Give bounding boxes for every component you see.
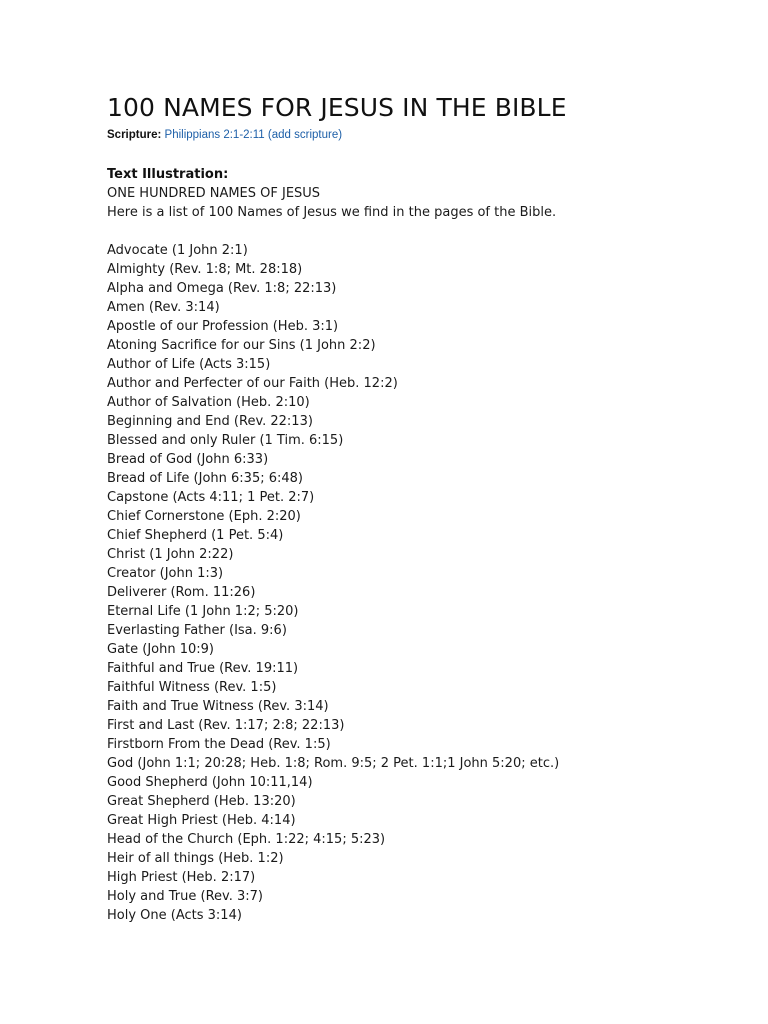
list-item: Great High Priest (Heb. 4:14) — [107, 813, 296, 828]
page-title: 100 NAMES FOR JESUS IN THE BIBLE — [107, 93, 567, 122]
scripture-reference-link[interactable]: Philippians 2:1-2:11 — [164, 129, 265, 141]
list-item: Chief Shepherd (1 Pet. 5:4) — [107, 528, 284, 543]
list-item: Head of the Church (Eph. 1:22; 4:15; 5:23) — [107, 832, 386, 847]
list-item: God (John 1:1; 20:28; Heb. 1:8; Rom. 9:5; 2 Pet. 1:1;1 John 5:20; etc.) — [107, 756, 560, 771]
list-item: Faithful Witness (Rev. 1:5) — [107, 680, 277, 695]
list-item: Chief Cornerstone (Eph. 2:20) — [107, 509, 301, 524]
list-item: Christ (1 John 2:22) — [107, 547, 234, 562]
list-item: Great Shepherd (Heb. 13:20) — [107, 794, 296, 809]
list-item: Holy One (Acts 3:14) — [107, 908, 242, 923]
list-item: Atoning Sacrifice for our Sins (1 John 2:2) — [107, 338, 376, 353]
subheading: ONE HUNDRED NAMES OF JESUS — [107, 186, 321, 201]
list-item: Bread of God (John 6:33) — [107, 452, 269, 467]
scripture-label: Scripture: — [107, 129, 162, 141]
illustration-heading: Text Illustration: — [107, 167, 229, 182]
list-item: Everlasting Father (Isa. 9:6) — [107, 623, 287, 638]
list-item: Firstborn From the Dead (Rev. 1:5) — [107, 737, 331, 752]
list-item: Amen (Rev. 3:14) — [107, 300, 220, 315]
names-list — [107, 241, 748, 925]
intro-paragraph: Here is a list of 100 Names of Jesus we find in the pages of the Bible. — [107, 205, 557, 220]
list-item: Author of Life (Acts 3:15) — [107, 357, 271, 372]
list-item: Apostle of our Profession (Heb. 3:1) — [107, 319, 339, 334]
list-item: Creator (John 1:3) — [107, 566, 224, 581]
list-item: Almighty (Rev. 1:8; Mt. 28:18) — [107, 262, 303, 277]
list-item: Advocate (1 John 2:1) — [107, 243, 248, 258]
list-item: Faithful and True (Rev. 19:11) — [107, 661, 299, 676]
list-item: High Priest (Heb. 2:17) — [107, 870, 256, 885]
list-item: Alpha and Omega (Rev. 1:8; 22:13) — [107, 281, 337, 296]
list-item: Bread of Life (John 6:35; 6:48) — [107, 471, 303, 486]
list-item: Faith and True Witness (Rev. 3:14) — [107, 699, 329, 714]
list-item: Gate (John 10:9) — [107, 642, 215, 657]
list-item: First and Last (Rev. 1:17; 2:8; 22:13) — [107, 718, 345, 733]
list-item: Author of Salvation (Heb. 2:10) — [107, 395, 310, 410]
list-item: Good Shepherd (John 10:11,14) — [107, 775, 313, 790]
list-item: Holy and True (Rev. 3:7) — [107, 889, 263, 904]
add-scripture-link[interactable]: (add scripture) — [267, 129, 343, 141]
list-item: Blessed and only Ruler (1 Tim. 6:15) — [107, 433, 344, 448]
list-item: Deliverer (Rom. 11:26) — [107, 585, 256, 600]
list-item: Beginning and End (Rev. 22:13) — [107, 414, 313, 429]
scripture-line — [107, 127, 748, 143]
list-item: Heir of all things (Heb. 1:2) — [107, 851, 284, 866]
list-item: Capstone (Acts 4:11; 1 Pet. 2:7) — [107, 490, 315, 505]
document-page — [107, 90, 748, 925]
list-item: Author and Perfecter of our Faith (Heb. 12:2) — [107, 376, 398, 391]
list-item: Eternal Life (1 John 1:2; 5:20) — [107, 604, 299, 619]
